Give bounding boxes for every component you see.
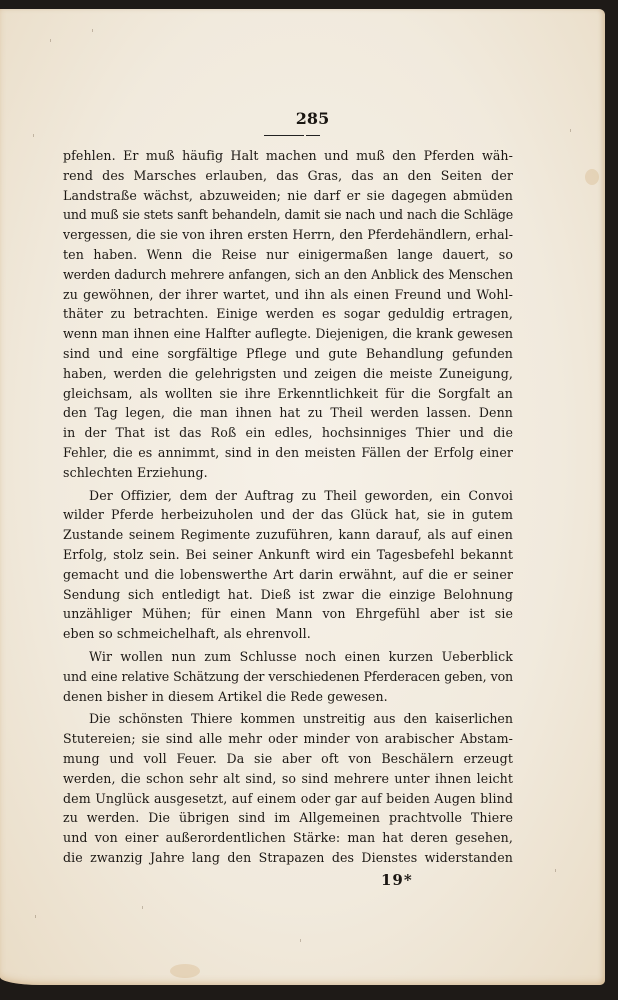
paragraph xyxy=(63,146,513,483)
text-line: in der That ist das Roß ein edles, hochsinniges Thier und die xyxy=(63,425,513,441)
header-rule xyxy=(306,135,320,136)
paragraph xyxy=(63,486,513,644)
text-line: Die schönsten Thiere kommen unstreitig aus den kaiserlichen xyxy=(89,711,513,727)
text-line: denen bisher in diesem Artikel die Rede gewesen. xyxy=(63,688,388,704)
text-line: und von einer außerordentlichen Stärke: man hat deren gesehen, xyxy=(63,830,513,846)
text-column xyxy=(63,146,513,890)
paragraph xyxy=(63,709,513,867)
text-line: haben, werden die gelehrigsten und zeigen die meiste Zuneigung, xyxy=(63,365,513,381)
text-line: thäter zu betrachten. Einige werden es sogar geduldig ertragen, xyxy=(63,306,513,322)
text-line: rend des Marsches erlauben, das Gras, das an den Seiten der xyxy=(63,167,513,183)
text-line: Stutereien; sie sind alle mehr oder minder von arabischer Abstam- xyxy=(63,731,513,747)
paper-speck xyxy=(142,906,143,909)
text-line: vergessen, die sie von ihren ersten Herrn, den Pferdehändlern, erhal- xyxy=(63,227,513,243)
text-line: Zustande seinem Regimente zuzuführen, kann darauf, als auf einen xyxy=(63,527,513,543)
text-line: den Tag legen, die man ihnen hat zu Theil werden lassen. Denn xyxy=(63,405,513,421)
text-line: Erfolg, stolz sein. Bei seiner Ankunft wird ein Tagesbefehl bekannt xyxy=(63,546,513,562)
text-line: sind und eine sorgfältige Pflege und gute Behandlung gefunden xyxy=(63,345,513,361)
text-line: Sendung sich entledigt hat. Dieß ist zwar die einzige Belohnung xyxy=(63,586,513,602)
paper-stain xyxy=(585,169,599,185)
text-line: mung und voll Feuer. Da sie aber oft von Beschälern erzeugt xyxy=(63,750,513,766)
text-line: pfehlen. Er muß häufig Halt machen und muß den Pferden wäh- xyxy=(63,148,513,163)
paper-stain xyxy=(170,964,200,978)
text-line: dem Unglück ausgesetzt, auf einem oder gar auf beiden Augen blind xyxy=(63,790,513,806)
paper-speck xyxy=(50,39,51,42)
paper-speck xyxy=(35,915,36,918)
text-line: Landstraße wächst, abzuweiden; nie darf er sie dagegen abmüden xyxy=(63,187,513,203)
text-line: Der Offizier, dem der Auftrag zu Theil geworden, ein Convoi xyxy=(89,487,513,503)
text-line: schlechten Erziehung. xyxy=(63,464,208,480)
text-line: Wir wollen nun zum Schlusse noch einen kurzen Ueberblick xyxy=(89,648,513,664)
signature-mark: 19* xyxy=(381,870,413,889)
text-line: werden dadurch mehrere anfangen, sich an den Anblick des Menschen xyxy=(63,266,513,282)
text-line: eben so schmeichelhaft, als ehrenvoll. xyxy=(63,626,311,642)
page-number: 285 xyxy=(295,109,330,128)
text-line: wenn man ihnen eine Halfter auflegte. Diejenigen, die krank gewesen xyxy=(63,326,513,342)
paper-speck xyxy=(92,29,93,32)
text-line: Fehler, die es annimmt, sind in den meisten Fällen der Erfolg einer xyxy=(63,444,513,460)
body-text xyxy=(63,146,513,868)
paper-speck xyxy=(570,129,571,132)
text-line: unzähliger Mühen; für einen Mann von Ehrgefühl aber ist sie xyxy=(63,606,513,622)
paper-speck xyxy=(33,134,34,137)
text-line: gleichsam, als wollten sie ihre Erkenntlichkeit für die Sorgfalt an xyxy=(63,385,513,401)
text-line: die zwanzig Jahre lang den Strapazen des Dienstes widerstanden xyxy=(63,849,513,865)
text-line: zu werden. Die übrigen sind im Allgemeinen prachtvolle Thiere xyxy=(63,810,513,826)
paper-speck xyxy=(555,869,556,872)
text-line: und muß sie stets sanft behandeln, damit sie nach und nach die Schläge xyxy=(63,207,513,223)
text-line: zu gewöhnen, der ihrer wartet, und ihn als einen Freund und Wohl- xyxy=(63,286,513,302)
header-rule xyxy=(264,135,304,136)
text-line: ten haben. Wenn die Reise nur einigermaßen lange dauert, so xyxy=(63,246,513,262)
paper-speck xyxy=(300,939,301,942)
paragraph xyxy=(63,647,513,706)
text-line: werden, die schon sehr alt sind, so sind mehrere unter ihnen leicht xyxy=(63,770,513,786)
text-line: und eine relative Schätzung der verschiedenen Pferderacen geben, von xyxy=(63,668,513,684)
text-line: gemacht und die lobenswerthe Art darin erwähnt, auf die er seiner xyxy=(63,566,513,582)
text-line: wilder Pferde herbeizuholen und der das Glück hat, sie in gutem xyxy=(63,507,513,523)
